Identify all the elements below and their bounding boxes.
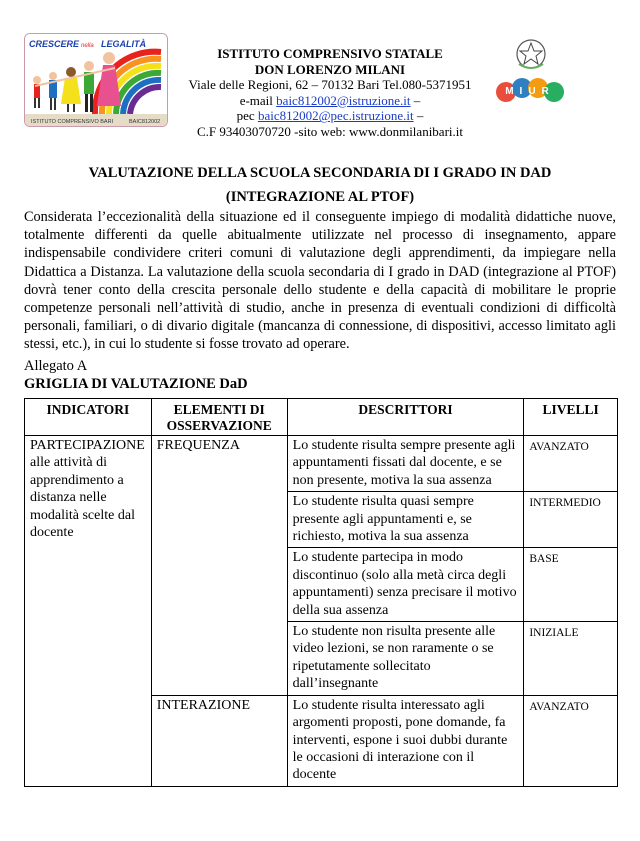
level-cell: INIZIALE (524, 622, 618, 696)
descriptor-cell: Lo studente non risulta presente alle video lezioni, se non raramente o se ripetutamente sollecitato dall’insegnante (287, 622, 524, 696)
pec-prefix: pec (236, 108, 258, 124)
level-cell: BASE (524, 548, 618, 622)
school-header (180, 46, 480, 140)
descriptor-cell: Lo studente partecipa in modo discontinuo (solo alla metà circa degli appuntamenti) senza precisare il motivo della sua assenza (287, 548, 524, 622)
logo-strip-left: ISTITUTO COMPRENSIVO BARI (31, 119, 114, 125)
document-subtitle: (INTEGRAZIONE AL PTOF) (225, 189, 415, 205)
document-title: VALUTAZIONE DELLA SCUOLA SECONDARIA DI I GRADO IN DAD (88, 165, 552, 181)
logo-text-crescere: CRESCERE (29, 39, 80, 49)
level-cell: AVANZATO (524, 436, 618, 492)
miur-logo-graphic (490, 38, 572, 110)
miur-logo (490, 38, 572, 110)
logo-text-nella: nella (81, 43, 94, 49)
email-prefix: e-mail (239, 92, 277, 108)
intro-paragraph: Considerata l’eccezionalità della situazione ed il conseguente impiego di modalità didattiche nuove, totalmente differenti da quelle abitualmente utilizzate nel processo di insegnamento, appare indispensabile condividere criteri comuni di valutazione degli apprendimenti, da impiegare nella Didattica a Distanza. La valutazione della scuola secondaria di I grado in DAD (integrazione al PTOF) dovrà tener conto della crescita personale dello studente e della capacità di mobilitare le proprie competenze personali nell’attività di studio, anche in presenza di eventuali condizioni di difficoltà personali, familiari, o di divario digitale (mancanza di connessione, di dispositivi, accesso limitato agli stessi, etc.), in cui lo studente si fosse trovato ad operare. (24, 209, 616, 353)
pec-link[interactable]: baic812002@pec.istruzione.it (257, 108, 414, 124)
logo-strip-right: BAIC812002 (129, 119, 161, 125)
evaluation-grid (24, 398, 618, 787)
header-elementi: ELEMENTI DI OSSERVAZIONE (151, 399, 287, 436)
school-logo-graphic (25, 34, 167, 126)
header-descrittori: DESCRITTORI (287, 399, 524, 436)
griglia-title: GRIGLIA DI VALUTAZIONE DaD (24, 376, 248, 392)
school-logo (24, 33, 168, 127)
school-address: Viale delle Regioni, 62 – 70132 Bari Tel.080-5371951 (188, 77, 472, 93)
pec-line (180, 108, 480, 124)
republic-emblem-icon (517, 40, 545, 68)
cf-site-line: C.F 93403070720 -sito web: www.donmilanibari.it (196, 123, 463, 139)
miur-circles-icon (496, 78, 564, 102)
header-livelli: LIVELLI (524, 399, 618, 436)
indicator-cell: PARTECIPAZIONE alle attività di apprendimento a distanza nelle modalità scelte dal docente (25, 436, 152, 787)
header-indicatori: INDICATORI (25, 399, 152, 436)
level-cell: INTERMEDIO (524, 492, 618, 548)
element-interazione: INTERAZIONE (151, 695, 287, 786)
school-type: ISTITUTO COMPRENSIVO STATALE (217, 46, 443, 61)
miur-text: MIUR (505, 86, 555, 97)
element-frequenza: FREQUENZA (151, 436, 287, 696)
email-suffix: – (410, 92, 421, 108)
table-header-row (25, 399, 618, 436)
descriptor-cell: Lo studente risulta quasi sempre presente agli appuntamenti e, se richiesto, motiva la sua assenza (287, 492, 524, 548)
table-row (25, 436, 618, 492)
school-name: DON LORENZO MILANI (254, 61, 406, 77)
allegato-label: Allegato A (24, 358, 88, 374)
logo-text-legalita: LEGALITÀ (101, 39, 146, 49)
descriptor-cell: Lo studente risulta interessato agli argomenti proposti, pone domande, fa interventi, espone i suoi dubbi durante le occasioni di interazione con il docente (287, 695, 524, 786)
pec-suffix: – (413, 108, 424, 124)
email-line (180, 93, 480, 109)
email-link[interactable]: baic812002@istruzione.it (276, 92, 411, 108)
level-cell: AVANZATO (524, 695, 618, 786)
descriptor-cell: Lo studente risulta sempre presente agli appuntamenti fissati dal docente, e se non presente, motiva la sua assenza (287, 436, 524, 492)
